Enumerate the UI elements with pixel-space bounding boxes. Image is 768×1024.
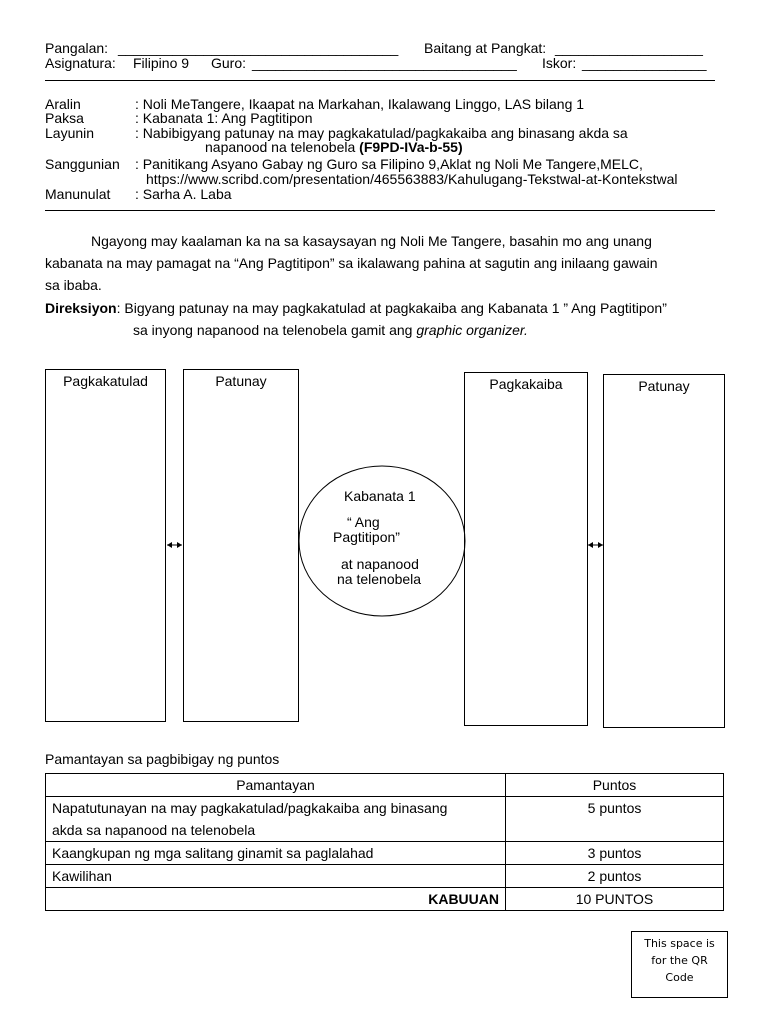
- intro-line-1: Ngayong may kaalaman ka na sa kasaysayan ng Noli Me Tangere, basahin mo ang unang: [91, 233, 652, 249]
- criterion-line-1: Napatutunayan na may pagkakatulad/pagkakaiba ang binasang: [52, 800, 448, 816]
- aralin-value: : Noli MeTangere, Ikaapat na Markahan, Ikalawang Linggo, LAS bilang 1: [135, 96, 585, 112]
- pagkakaiba-label: Pagkakaiba: [489, 376, 563, 392]
- direksiyon-text-1: : Bigyang patunay na may pagkakatulad at pagkakaiba ang Kabanata 1 ” Ang Pagtitipon”: [116, 300, 667, 316]
- rubric-header-row: [46, 774, 724, 797]
- manunulat-label: Manunulat: [45, 186, 111, 202]
- rubric-table: [45, 773, 724, 911]
- circle-line-5: na telenobela: [337, 571, 422, 587]
- circle-line-3: Pagtitipon”: [333, 529, 400, 545]
- baitang-label: Baitang at Pangkat:: [424, 40, 547, 56]
- aralin-label: Aralin: [45, 96, 81, 112]
- intro-line-2: kabanata na may pamagat na “Ang Pagtitipon” sa ikalawang pahina at sagutin ang inilaang gawain: [45, 255, 658, 271]
- double-arrow-left-icon: [167, 542, 182, 548]
- direksiyon-text-2: sa inyong napanood na telenobela gamit ang: [133, 322, 417, 338]
- sanggunian-label: Sanggunian: [45, 156, 120, 172]
- pagkakatulad-label: Pagkakatulad: [63, 373, 148, 389]
- rubric-criterion: Kawilihan: [46, 865, 506, 888]
- iskor-blank[interactable]: ________________: [582, 55, 707, 71]
- patunay-label-left: Patunay: [215, 373, 267, 389]
- manunulat-value: : Sarha A. Laba: [135, 186, 232, 202]
- rubric-total-label: KABUUAN: [46, 888, 506, 911]
- criterion-line-2: akda sa napanood na telenobela: [52, 822, 256, 838]
- table-row: [46, 865, 724, 888]
- circle-line-4: at napanood: [341, 556, 419, 572]
- circle-line-2: “ Ang: [347, 514, 380, 530]
- rubric-col-puntos: Puntos: [506, 774, 724, 797]
- rubric-total-row: [46, 888, 724, 911]
- paksa-label: Paksa: [45, 110, 84, 126]
- intro-line-3: sa ibaba.: [45, 277, 102, 293]
- rubric-points: 3 puntos: [506, 842, 724, 865]
- sanggunian-url[interactable]: https://www.scribd.com/presentation/465563883/Kahulugang-Tekstwal-at-Kontekstwal: [146, 171, 678, 187]
- guro-blank[interactable]: __________________________________: [252, 55, 517, 71]
- double-arrow-right-icon: [588, 542, 603, 548]
- asignatura-label: Asignatura:: [45, 55, 116, 71]
- patunay-label-right: Patunay: [638, 378, 690, 394]
- direksiyon-label: Direksiyon: [45, 300, 117, 316]
- sanggunian-value: : Panitikang Asyano Gabay ng Guro sa Filipino 9,Aklat ng Noli Me Tangere,MELC,: [135, 156, 643, 172]
- paksa-value: : Kabanata 1: Ang Pagtitipon: [135, 110, 313, 126]
- table-row: [46, 797, 724, 842]
- layunin-cont-text: napanood na telenobela: [205, 139, 360, 155]
- rubric-title: Pamantayan sa pagbibigay ng puntos: [45, 751, 280, 767]
- qr-line-1: This space is: [644, 937, 715, 950]
- layunin-value: : Nabibigyang patunay na may pagkakatulad/pagkakaiba ang binasang akda sa: [135, 125, 628, 141]
- rubric-criterion: [46, 797, 506, 842]
- qr-code-placeholder: [631, 931, 728, 998]
- layunin-code: (F9PD-IVa-b-55): [359, 139, 463, 155]
- pangalan-label: Pangalan:: [45, 40, 109, 56]
- rubric-points: 2 puntos: [506, 865, 724, 888]
- qr-line-2: for the QR: [651, 954, 708, 967]
- iskor-label: Iskor:: [542, 55, 577, 71]
- table-row: [46, 842, 724, 865]
- guro-label: Guro:: [211, 55, 247, 71]
- direksiyon-text-2-italic: graphic organizer.: [416, 322, 528, 338]
- circle-line-1: Kabanata 1: [344, 488, 416, 504]
- asignatura-value: Filipino 9: [133, 55, 190, 71]
- qr-line-3: Code: [665, 971, 694, 984]
- pangalan-blank[interactable]: ____________________________________: [118, 40, 399, 56]
- rubric-criterion: Kaangkupan ng mga salitang ginamit sa paglalahad: [46, 842, 506, 865]
- rubric-points: 5 puntos: [506, 797, 724, 842]
- rubric-col-pamantayan: Pamantayan: [46, 774, 506, 797]
- rubric-total-value: 10 PUNTOS: [506, 888, 724, 911]
- layunin-label: Layunin: [45, 125, 95, 141]
- baitang-blank[interactable]: ___________________: [555, 40, 703, 56]
